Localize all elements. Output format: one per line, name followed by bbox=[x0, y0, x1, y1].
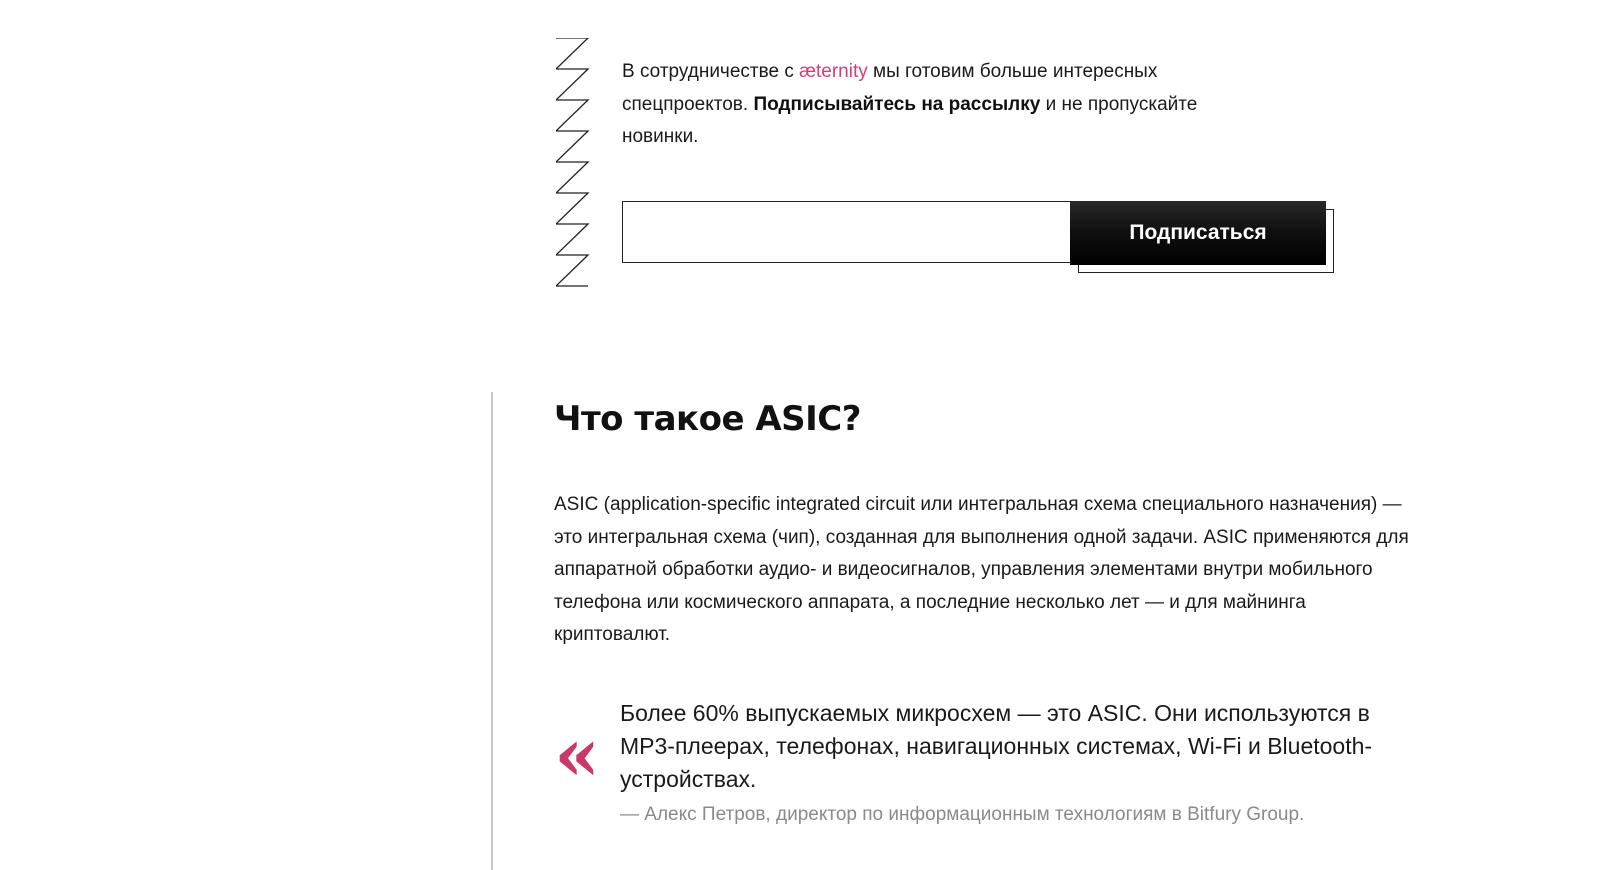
email-field[interactable] bbox=[622, 201, 1072, 263]
aeternity-link[interactable]: æternity bbox=[799, 61, 868, 82]
pull-quote-text: Более 60% выпускаемых микросхем — это ASIC. Они используются в MP3-плеерах, телефонах, навигационных системах, Wi-Fi и Bluetooth-устройствах. bbox=[620, 700, 1373, 792]
subscribe-promo-text bbox=[622, 56, 1262, 154]
section-divider bbox=[491, 392, 493, 870]
zigzag-decoration bbox=[556, 38, 590, 294]
subscribe-newsletter-link[interactable]: Подписывайтесь на рассылку bbox=[753, 93, 1041, 115]
section-title: Что такое ASIC? bbox=[554, 399, 861, 439]
quote-mark-icon: « bbox=[554, 712, 601, 798]
section-paragraph: ASIC (application-specific integrated circuit или интегральная схема специального назначения) — это интегральная схема (чип), созданная для выполнения одной задачи. ASIC применяются для аппаратной обработки аудио- и видеосигналов, управления элементами внутри мобильного телефона или космического аппарата, а последние несколько лет — и для майнинга криптовалют. bbox=[554, 494, 1409, 645]
promo-text-before: В сотрудничестве с bbox=[622, 61, 800, 82]
subscribe-button[interactable]: Подписаться bbox=[1070, 201, 1326, 265]
pull-quote-author: — Алекс Петров, директор по информационным технологиям в Bitfury Group. bbox=[620, 804, 1305, 825]
promo-text-middle: мы готовим больше интересных спецпроектов. bbox=[622, 61, 1158, 115]
promo-text-after: и не пропускайте новинки. bbox=[622, 93, 1198, 147]
